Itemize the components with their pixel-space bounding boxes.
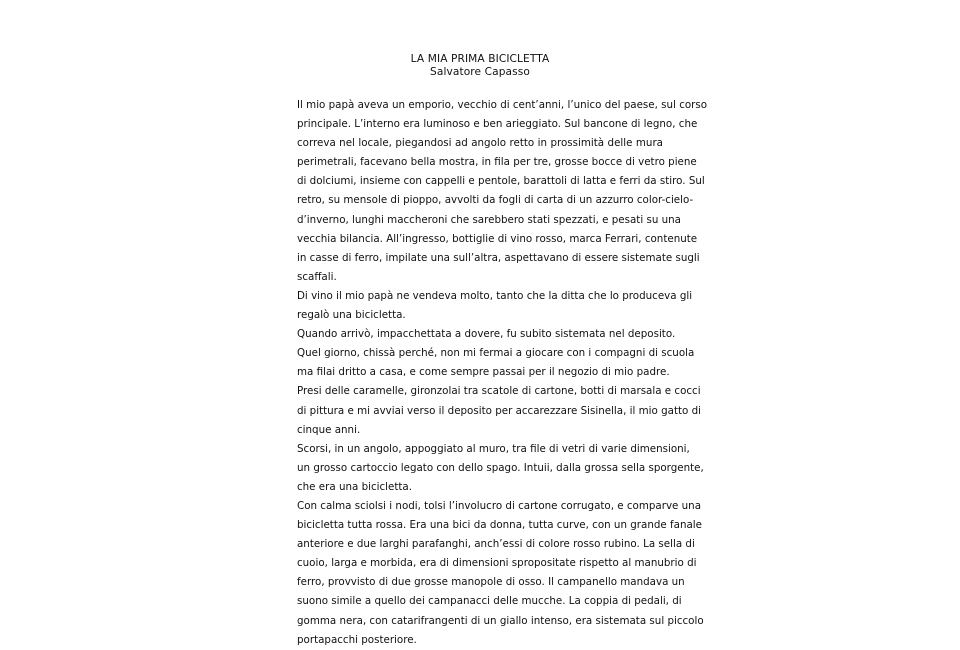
text-line: cinque anni. [297, 423, 361, 436]
text-line: di pittura e mi avviai verso il deposito per accarezzare Sisinella, il mio gatto di [297, 404, 702, 417]
text-line: ferro, provvisto di due grosse manopole di osso. Il campanello mandava un [297, 576, 685, 589]
document-title: LA MIA PRIMA BICICLETTA [410, 53, 550, 65]
text-line: bicicletta tutta rossa. Era una bici da donna, tutta curve, con un grande fanale [297, 519, 702, 532]
text-line: Con calma sciolsi i nodi, tolsi l’involucro di cartone corrugato, e comparve una [297, 499, 702, 512]
text-line: gomma nera, con catarifrangenti di un giallo intenso, era sistemata sul piccolo [297, 614, 704, 627]
text-line: che era una bicicletta. [297, 480, 413, 493]
text-line: cuoio, larga e morbida, era di dimensioni spropositate rispetto al manubrio di [297, 557, 697, 570]
text-line: Quando arrivò, impacchettata a dovere, fu subito sistemata nel deposito. [297, 328, 676, 341]
text-line: principale. L’interno era luminoso e ben arieggiato. Sul bancone di legno, che [297, 118, 698, 131]
text-line: regalò una bicicletta. [297, 309, 406, 322]
text-line: Di vino il mio papà ne vendeva molto, tanto che la ditta che lo produceva gli [297, 289, 693, 302]
text-line: vecchia bilancia. All’ingresso, bottiglie di vino rosso, marca Ferrari, contenute [297, 232, 698, 245]
text-line: Presi delle caramelle, gironzolai tra scatole di cartone, botti di marsala e cocci [297, 385, 701, 398]
text-line: portapacchi posteriore. [297, 633, 417, 646]
text-line: d’inverno, lunghi maccheroni che sarebbero stati spezzati, e pesati su una [297, 213, 681, 226]
text-line: di dolciumi, insieme con cappelli e pentole, barattoli di latta e ferri da stiro. Sul [297, 175, 705, 188]
text-line: suono simile a quello dei campanacci delle mucche. La coppia di pedali, di [297, 595, 682, 608]
document-header [0, 53, 960, 79]
text-line: Scorsi, in un angolo, appoggiato al muro, tra file di vetri di varie dimensioni, [297, 442, 690, 455]
text-line: correva nel locale, piegandosi ad angolo retto in prossimità delle mura [297, 137, 663, 150]
document-body [297, 96, 708, 650]
text-line: Il mio papà aveva un emporio, vecchio di cent’anni, l’unico del paese, sul corso [297, 99, 708, 111]
document-author: Salvatore Capasso [430, 66, 530, 78]
text-line: ma filai dritto a casa, e come sempre passai per il negozio di mio padre. [297, 366, 670, 379]
text-line: Quel giorno, chissà perché, non mi fermai a giocare con i compagni di scuola [297, 347, 695, 360]
text-line: in casse di ferro, impilate una sull’altra, aspettavano di essere sistemate sugli [297, 251, 700, 264]
text-line: perimetrali, facevano bella mostra, in fila per tre, grosse bocce di vetro piene [297, 156, 697, 169]
text-line: anteriore e due larghi parafanghi, anch’essi di colore rosso rubino. La sella di [297, 538, 695, 551]
text-line: retro, su mensole di pioppo, avvolti da fogli di carta di un azzurro color-cielo- [297, 194, 694, 207]
text-line: un grosso cartoccio legato con dello spago. Intuii, dalla grossa sella sporgente, [297, 461, 704, 474]
text-line: scaffali. [297, 270, 337, 283]
